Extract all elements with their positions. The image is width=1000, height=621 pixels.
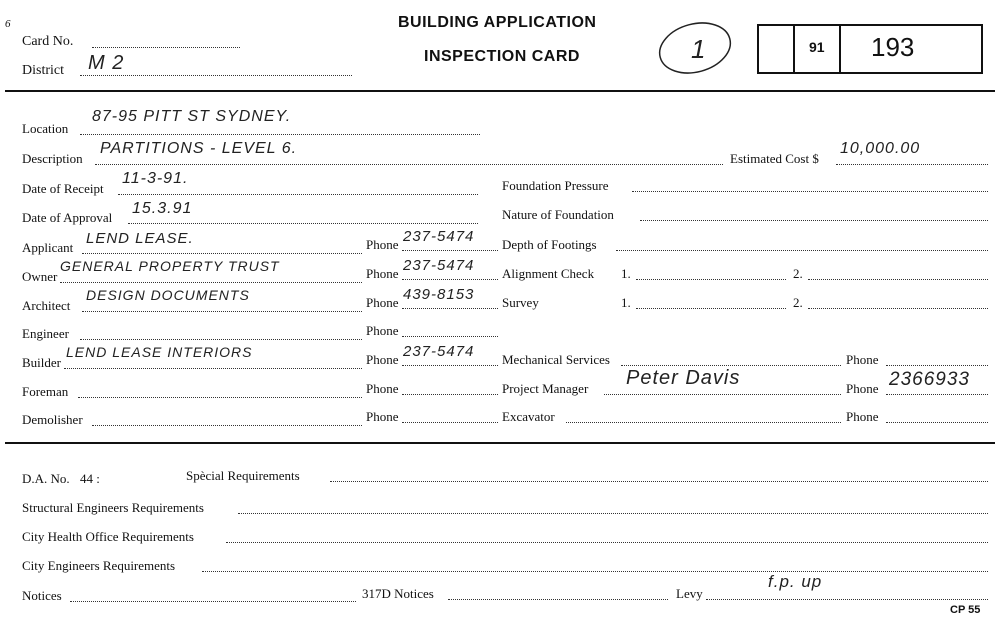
- applicant-phone-label: Phone: [366, 237, 399, 252]
- top-rule: [5, 90, 995, 92]
- estimated-cost-field[interactable]: [836, 164, 988, 165]
- project-manager-phone-label: Phone: [846, 381, 879, 396]
- owner-label: Owner: [22, 269, 58, 284]
- health-requirements-label: City Health Office Requirements: [22, 529, 194, 544]
- special-requirements-field[interactable]: [330, 481, 988, 482]
- foundation-pressure-field[interactable]: [632, 191, 988, 192]
- depth-of-footings-label: Depth of Footings: [502, 237, 597, 252]
- engineer-phone-field[interactable]: [402, 336, 498, 337]
- district-field[interactable]: [80, 75, 352, 76]
- engineers-requirements-field[interactable]: [202, 571, 988, 572]
- demolisher-phone-field[interactable]: [402, 422, 498, 423]
- levy-label: Levy: [676, 586, 703, 601]
- title-line-1: BUILDING APPLICATION: [398, 14, 597, 31]
- health-requirements-field[interactable]: [226, 542, 988, 543]
- excavator-field[interactable]: [566, 422, 841, 423]
- date-of-approval-value: 15.3.91: [132, 200, 193, 217]
- alignment-check-1-label: 1.: [621, 266, 631, 281]
- excavator-phone-field[interactable]: [886, 422, 988, 423]
- title-line-2: INSPECTION CARD: [424, 48, 580, 65]
- owner-value: GENERAL PROPERTY TRUST: [60, 258, 280, 274]
- project-manager-label: Project Manager: [502, 381, 589, 396]
- demolisher-label: Demolisher: [22, 412, 83, 427]
- alignment-check-2-label: 2.: [793, 266, 803, 281]
- engineer-field[interactable]: [80, 339, 362, 340]
- survey-1-label: 1.: [621, 295, 631, 310]
- location-value: 87-95 PITT ST SYDNEY.: [92, 108, 292, 125]
- owner-phone-value: 237-5474: [403, 257, 475, 274]
- levy-value: f.p. up: [768, 572, 823, 591]
- card-number-box: [757, 24, 983, 74]
- builder-value: LEND LEASE INTERIORS: [66, 344, 253, 360]
- mechanical-services-label: Mechanical Services: [502, 352, 610, 367]
- survey-1-field[interactable]: [636, 308, 786, 309]
- project-manager-value: Peter Davis: [626, 367, 741, 389]
- middle-rule: [5, 442, 995, 444]
- notices-label: Notices: [22, 588, 62, 603]
- owner-phone-label: Phone: [366, 266, 399, 281]
- survey-label: Survey: [502, 295, 539, 310]
- builder-phone-field[interactable]: [402, 365, 498, 366]
- architect-phone-label: Phone: [366, 295, 399, 310]
- applicant-phone-field[interactable]: [402, 250, 498, 251]
- builder-field[interactable]: [64, 368, 362, 369]
- da-no-label: D.A. No.: [22, 471, 70, 486]
- alignment-check-1-field[interactable]: [636, 279, 786, 280]
- demolisher-field[interactable]: [92, 425, 362, 426]
- district-value: M 2: [88, 52, 125, 74]
- builder-phone-label: Phone: [366, 352, 399, 367]
- mechanical-services-field[interactable]: [621, 365, 841, 366]
- applicant-label: Applicant: [22, 240, 74, 255]
- description-value: PARTITIONS - LEVEL 6.: [100, 140, 298, 157]
- structural-requirements-field[interactable]: [238, 513, 988, 514]
- date-of-approval-label: Date of Approval: [22, 210, 113, 225]
- estimated-cost-label: Estimated Cost $: [730, 151, 819, 166]
- special-requirements-label: Spècial Requirements: [186, 468, 300, 483]
- foreman-phone-label: Phone: [366, 381, 399, 396]
- circled-number: [655, 18, 735, 78]
- location-field[interactable]: [80, 134, 480, 135]
- circled-digit: 1: [691, 34, 706, 64]
- depth-of-footings-field[interactable]: [616, 250, 988, 251]
- card-no-field[interactable]: [92, 47, 240, 48]
- corner-mark: 6: [5, 18, 11, 30]
- date-of-receipt-label: Date of Receipt: [22, 181, 104, 196]
- date-of-receipt-field[interactable]: [118, 194, 478, 195]
- excavator-label: Excavator: [502, 409, 555, 424]
- excavator-phone-label: Phone: [846, 409, 879, 424]
- foreman-label: Foreman: [22, 384, 69, 399]
- description-label: Description: [22, 151, 83, 166]
- mechanical-services-phone-label: Phone: [846, 352, 879, 367]
- architect-field[interactable]: [82, 311, 362, 312]
- foundation-pressure-label: Foundation Pressure: [502, 178, 609, 193]
- location-label: Location: [22, 121, 69, 136]
- structural-requirements-label: Structural Engineers Requirements: [22, 500, 204, 515]
- form-code: CP 55: [950, 604, 981, 616]
- applicant-field[interactable]: [82, 253, 362, 254]
- date-of-receipt-value: 11-3-91.: [122, 170, 189, 187]
- foreman-field[interactable]: [78, 397, 362, 398]
- foreman-phone-field[interactable]: [402, 394, 498, 395]
- owner-phone-field[interactable]: [402, 279, 498, 280]
- alignment-check-2-field[interactable]: [808, 279, 988, 280]
- architect-value: DESIGN DOCUMENTS: [86, 287, 250, 303]
- estimated-cost-value: 10,000.00: [840, 140, 921, 157]
- project-manager-field[interactable]: [604, 394, 841, 395]
- engineer-phone-label: Phone: [366, 323, 399, 338]
- project-manager-phone-field[interactable]: [886, 394, 988, 395]
- mechanical-services-phone-field[interactable]: [886, 365, 988, 366]
- alignment-check-label: Alignment Check: [502, 266, 595, 281]
- da-no-value: 44 :: [80, 471, 100, 486]
- description-field[interactable]: [95, 164, 723, 165]
- nature-of-foundation-label: Nature of Foundation: [502, 207, 614, 222]
- survey-2-label: 2.: [793, 295, 803, 310]
- notices-317d-label: 317D Notices: [362, 586, 434, 601]
- card-no-label: Card No.: [22, 34, 74, 49]
- notices-317d-field[interactable]: [448, 599, 668, 600]
- district-label: District: [22, 63, 64, 78]
- project-manager-phone-value: 2366933: [889, 369, 970, 390]
- owner-field[interactable]: [60, 282, 362, 283]
- architect-phone-field[interactable]: [402, 308, 498, 309]
- box-small-number: 91: [809, 39, 825, 55]
- applicant-value: LEND LEASE.: [86, 230, 194, 247]
- nature-of-foundation-field[interactable]: [640, 220, 988, 221]
- architect-label: Architect: [22, 298, 71, 313]
- applicant-phone-value: 237-5474: [403, 228, 475, 245]
- builder-phone-value: 237-5474: [403, 343, 475, 360]
- engineer-label: Engineer: [22, 326, 69, 341]
- engineers-requirements-label: City Engineers Requirements: [22, 558, 176, 573]
- builder-label: Builder: [22, 355, 61, 370]
- survey-2-field[interactable]: [808, 308, 988, 309]
- notices-field[interactable]: [70, 601, 356, 602]
- date-of-approval-field[interactable]: [128, 223, 478, 224]
- box-large-number: 193: [871, 32, 915, 62]
- architect-phone-value: 439-8153: [403, 286, 475, 303]
- levy-field[interactable]: [706, 599, 988, 600]
- demolisher-phone-label: Phone: [366, 409, 399, 424]
